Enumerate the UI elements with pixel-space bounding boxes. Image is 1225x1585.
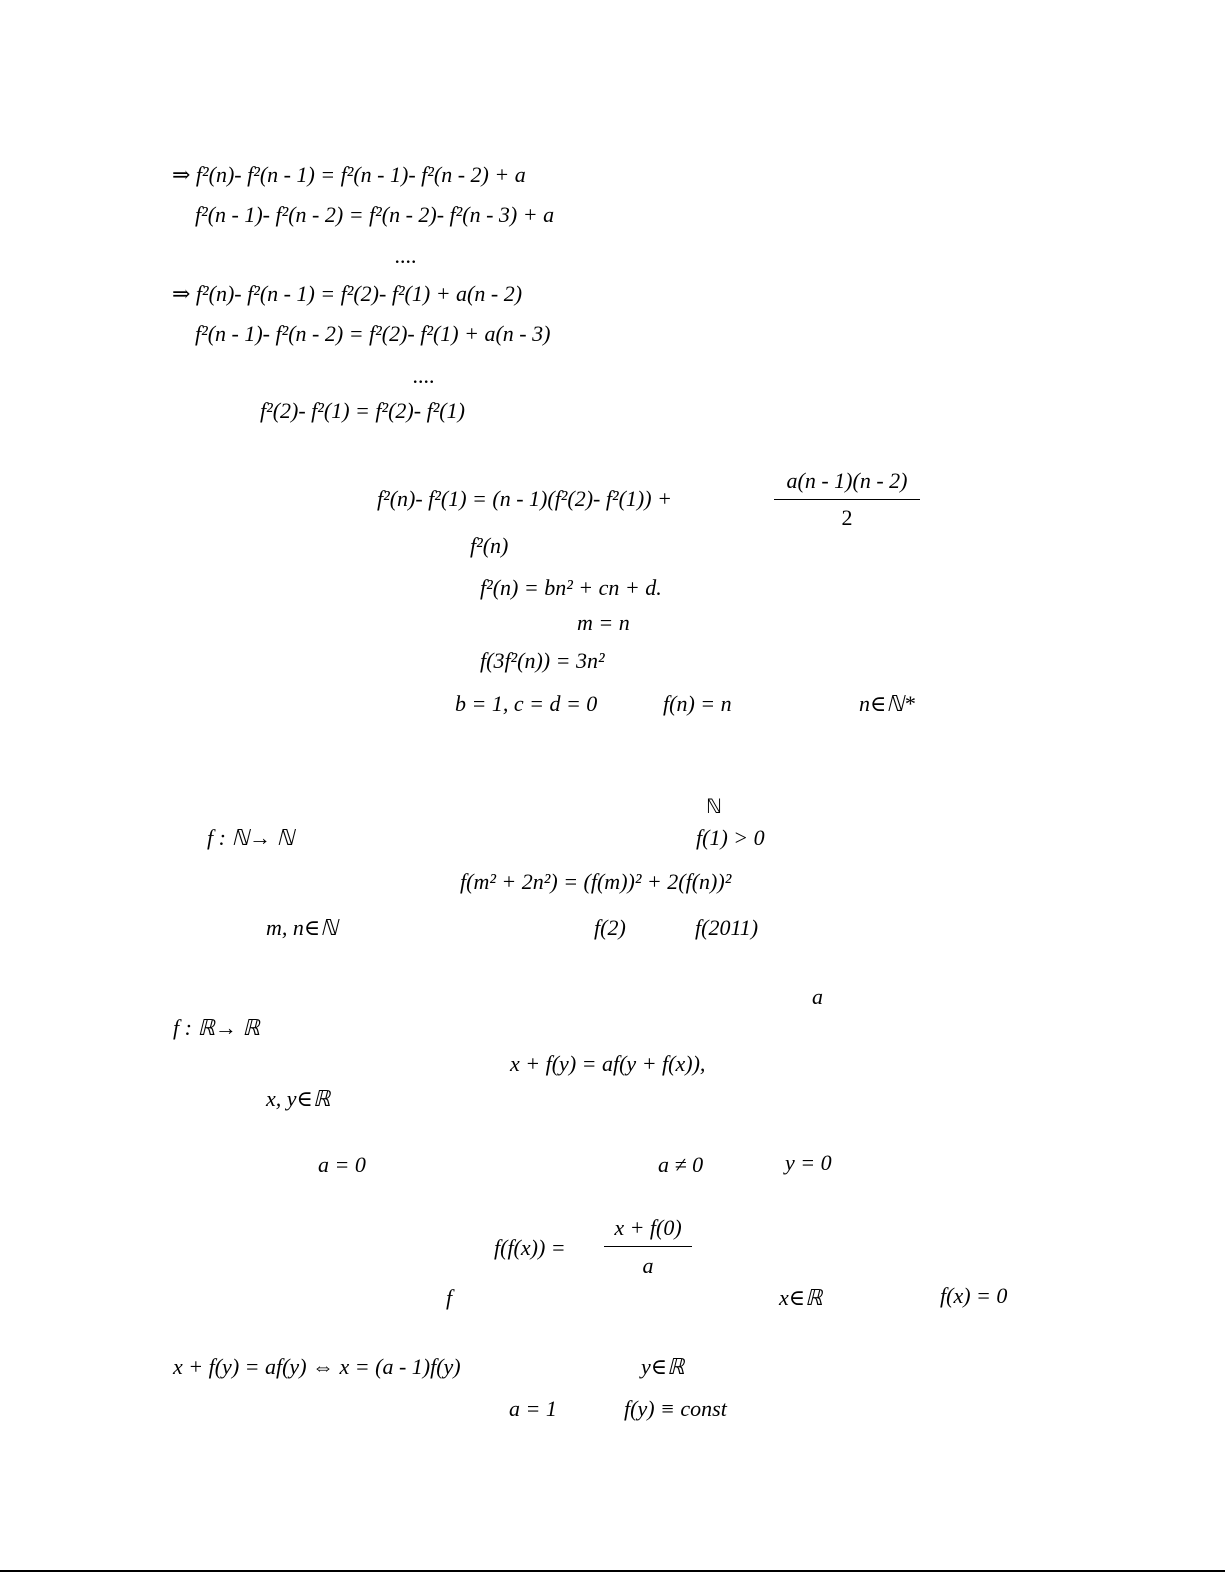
variable: a — [812, 984, 823, 1009]
equation-line: f²(n - 1)- f²(n - 2) = f²(2)- f²(1) + a(n - 3) — [195, 321, 551, 346]
equation-line: n∈ℕ* — [859, 691, 915, 716]
equation-line: b = 1, c = d = 0 — [455, 691, 598, 716]
equation-line: f : ℕ→ ℕ — [207, 825, 295, 850]
equation-line: f²(n)- f²(1) = (n - 1)(f²(2)- f²(1)) + — [377, 486, 672, 511]
equation-line: f(y) ≡ const — [624, 1396, 727, 1421]
equation-line: x + f(y) = af(y) ⇔ x = (a - 1)f(y) — [173, 1354, 461, 1379]
equation-line: ⇒ f²(n)- f²(n - 1) = f²(n - 1)- f²(n - 2) + a — [172, 162, 526, 187]
equation-line: ⇒ f²(n)- f²(n - 1) = f²(2)- f²(1) + a(n - 2) — [172, 281, 523, 306]
equation-line: f(2011) — [695, 915, 759, 940]
equation-line: f²(n) = bn² + cn + d. — [480, 575, 662, 600]
equation-line: a ≠ 0 — [658, 1152, 704, 1177]
variable: f — [446, 1285, 453, 1310]
equation-line: f(f(x)) = — [494, 1235, 566, 1260]
equation-line: f(3f²(n)) = 3n² — [480, 648, 605, 673]
equation-line: a = 0 — [318, 1152, 366, 1177]
ellipsis: .... — [413, 363, 435, 388]
equation-line: a = 1 — [509, 1396, 557, 1421]
equation-line: x∈ℝ — [779, 1285, 823, 1310]
fraction-denominator: 2 — [841, 505, 853, 530]
equation-line: f(1) > 0 — [696, 825, 765, 850]
equation-line: f(m² + 2n²) = (f(m))² + 2(f(n))² — [460, 869, 732, 894]
fraction-bar — [774, 499, 920, 500]
equation-line: y = 0 — [785, 1150, 832, 1175]
fraction-numerator: a(n - 1)(n - 2) — [786, 468, 908, 493]
fraction-numerator: x + f(0) — [614, 1215, 682, 1240]
equation-line: f²(n - 1)- f²(n - 2) = f²(n - 2)- f²(n - 3) + a — [195, 202, 555, 227]
page-bottom-rule — [0, 1570, 1225, 1572]
equation-line: f(x) = 0 — [940, 1283, 1008, 1308]
equation-line: x + f(y) = af(y + f(x)), — [510, 1051, 706, 1076]
naturals-symbol: ℕ — [706, 794, 723, 818]
fraction-denominator: a — [642, 1253, 654, 1278]
ellipsis: .... — [395, 243, 417, 268]
equation-line: f²(2)- f²(1) = f²(2)- f²(1) — [260, 398, 465, 423]
equation-line: x, y∈ℝ — [266, 1086, 331, 1111]
equation-line: m, n∈ℕ — [266, 915, 338, 940]
equation-line: f(n) = n — [663, 691, 732, 716]
fraction-bar — [604, 1246, 692, 1247]
equation-line: y∈ℝ — [641, 1354, 685, 1379]
equation-line: m = n — [577, 610, 630, 635]
equation-line: f : ℝ→ ℝ — [173, 1015, 260, 1040]
equation-line: f²(n) — [470, 533, 509, 558]
equation-line: f(2) — [594, 915, 626, 940]
